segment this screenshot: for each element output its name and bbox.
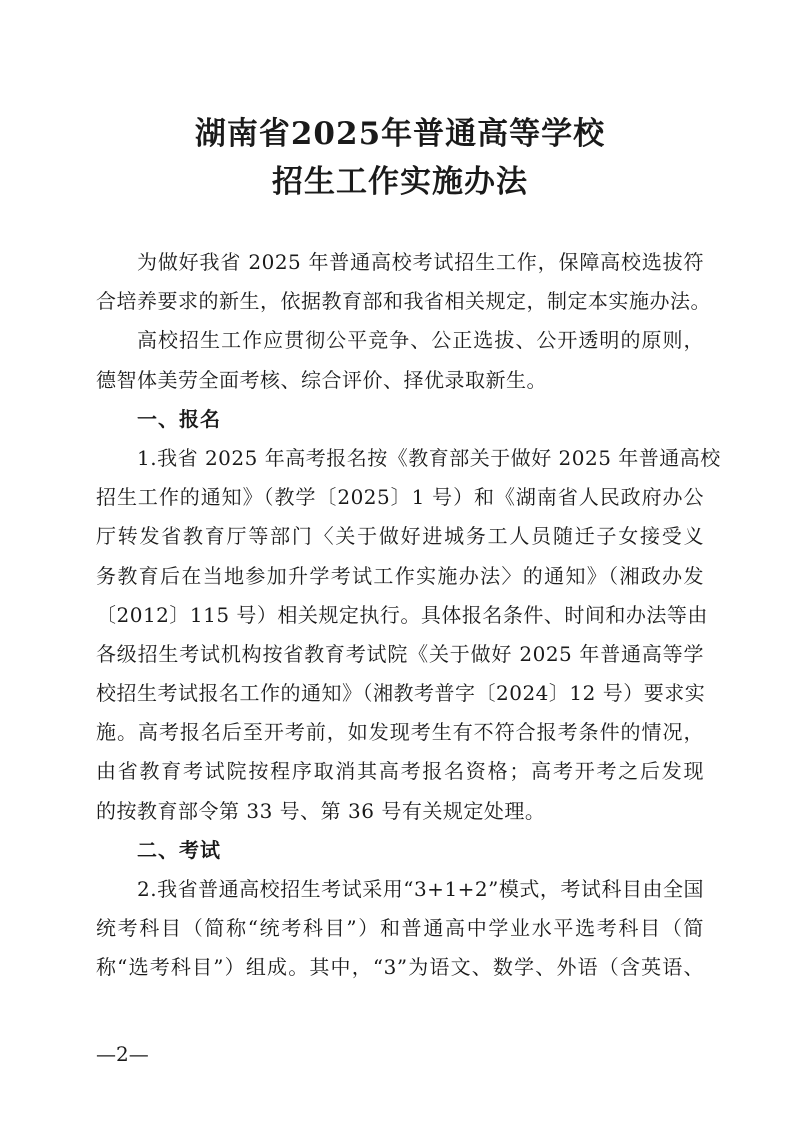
section-heading-registration: 一、报名	[137, 406, 221, 431]
principle-line-2: 德智体美劳全面考核、综合评价、择优录取新生。	[96, 367, 547, 392]
item1-line-5: 〔2012〕115 号）相关规定执行。具体报名条件、时间和办法等由	[96, 602, 708, 627]
item1-line-6: 各级招生考试机构按省教育考试院《关于做好 2025 年普通高等学	[96, 641, 704, 666]
item1-line-2: 招生工作的通知》（教学〔2025〕1 号）和《湖南省人民政府办公	[96, 485, 704, 510]
principle-line-1: 高校招生工作应贯彻公平竞争、公正选拔、公开透明的原则，	[137, 328, 704, 353]
item1-line-3: 厅转发省教育厅等部门〈关于做好进城务工人员随迁子女接受义	[96, 524, 704, 549]
document-title-line-1: 湖南省2025年普通高等学校	[194, 116, 606, 152]
item1-line-1: 1.我省 2025 年高考报名按《教育部关于做好 2025 年普通高校	[137, 445, 721, 470]
section-heading-exam: 二、考试	[137, 837, 221, 862]
intro-line-1: 为做好我省 2025 年普通高校考试招生工作，保障高校选拔符	[137, 250, 704, 274]
item1-line-8: 施。高考报名后至开考前，如发现考生有不符合报考条件的情况，	[96, 720, 704, 745]
item1-line-9: 由省教育考试院按程序取消其高考报名资格；高考开考之后发现	[96, 759, 704, 784]
document-body	[96, 243, 721, 988]
item2-line-3: 称“选考科目”）组成。其中，“3”为语文、数学、外语（含英语、	[96, 955, 704, 980]
page-number: —2—	[96, 1042, 149, 1066]
item1-line-4: 务教育后在当地参加升学考试工作实施办法〉的通知》（湘政办发	[96, 563, 704, 588]
intro-line-2: 合培养要求的新生，依据教育部和我省相关规定，制定本实施办法。	[96, 289, 711, 314]
document-title-line-2: 招生工作实施办法	[272, 164, 528, 200]
item1-line-7: 校招生考试报名工作的通知》（湘教考普字〔2024〕12 号）要求实	[96, 681, 706, 706]
item1-line-10: 的按教育部令第 33 号、第 36 号有关规定处理。	[96, 798, 546, 823]
item2-line-2: 统考科目（简称“统考科目”）和普通高中学业水平选考科目（简	[96, 916, 704, 941]
item2-line-1: 2.我省普通高校招生考试采用“3+1+2”模式，考试科目由全国	[137, 877, 704, 901]
